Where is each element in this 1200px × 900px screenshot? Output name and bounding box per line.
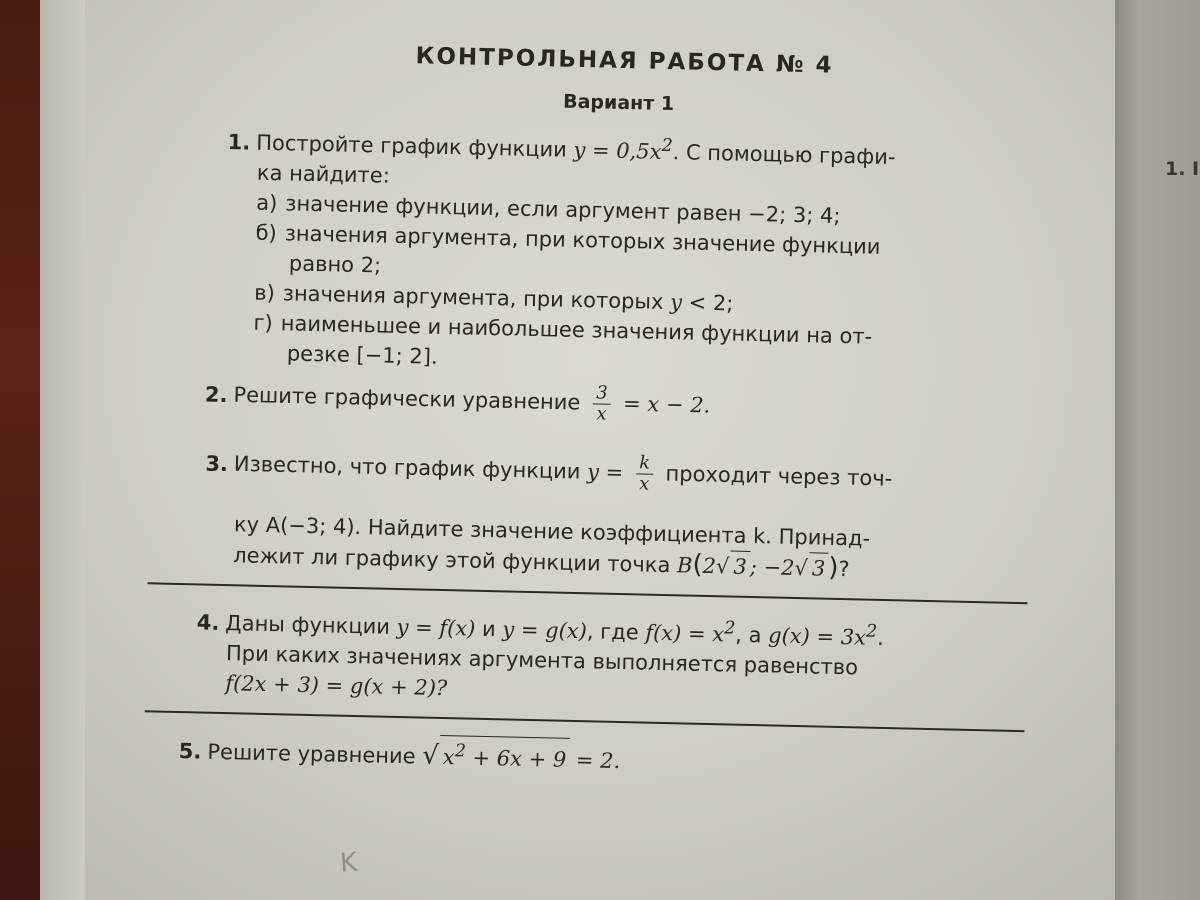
coordinate-separator: ; −2 [749,554,795,580]
coefficient: 2 [702,553,717,579]
radicand: 3 [809,552,829,583]
task-number: 2. [204,382,228,407]
task-5: 5. Решите уравнение √ $x^2 + 6x + 9 = 2$. [178,729,1029,785]
variant-heading: Вариант 1 [562,90,675,116]
facing-page [1115,0,1200,900]
subtask-text: значения аргумента, при которых значение функции [284,221,881,259]
task-number: 1. [227,129,251,155]
task-text: Постройте график функции [255,130,574,162]
subtask-text-continued: резке [−1; 2]. [286,341,438,369]
exponent: 2 [661,135,674,157]
task-text: . С помощью графи- [672,140,896,170]
task-2 [204,375,1037,435]
formula: = 2. [568,747,621,774]
formula: y [669,290,683,315]
radicand [439,735,569,775]
task-text-continued: При каких значениях аргумента выполняется равенство [225,641,859,680]
section-divider [145,710,1025,732]
section-divider [148,582,1028,604]
task-3 [203,444,1036,589]
subtask-letter: б) [255,220,278,246]
exponent: 2 [454,741,467,762]
task-text: ? [838,556,850,582]
formula: g(x) = 3x [767,623,867,650]
task-4 [195,601,1032,716]
subtask-text: значение функции, если аргумент равен −2; 3; 4; [285,191,841,228]
subtask-letter: г) [253,310,274,336]
fraction [593,383,611,424]
subtask-letter: в) [253,280,276,306]
fraction-numerator: k [636,453,653,474]
point-label: B [676,553,693,578]
task-text: Даны функции [225,611,397,639]
subtask-text: наименьшее и наибольшее значения функции на от- [280,311,873,349]
pencil-note: K [338,847,359,879]
page-title: КОНТРОЛЬНАЯ РАБОТА № 4 [415,43,834,79]
task-text-continued: ку A(−3; 4). Найдите значение коэффициента k. Принад- [233,512,871,551]
formula: = x − 2. [622,391,711,418]
radicand: 3 [730,551,750,582]
radicand-term: x [442,745,455,770]
subtask-text-continued: равно 2; [288,251,382,278]
task-text: лежит ли графику этой функции точка [233,543,678,578]
task-text: Решите графически уравнение [233,382,581,415]
task-1 [223,121,1043,385]
task-number: 5. [178,739,202,764]
fraction-denominator: x [596,403,607,425]
radicand-term: + 6x + 9 [465,745,567,772]
task-number: 3. [205,451,229,476]
subtask-letter: а) [256,190,278,216]
facing-page-task-number: 1. I [1165,158,1200,180]
formula: y = [586,459,624,485]
task-text: Известно, что график функции [233,451,581,484]
task-number: 4. [196,610,220,635]
formula: y = f(x) [396,614,476,641]
task-text: и [475,616,503,642]
formula: y = g(x) [502,617,588,644]
task-text-continued: лежит ли графику этой функции точка B(2√ 3 ; −2√ 3)? [233,543,850,583]
formula: f(x) = x [645,620,725,647]
task-text: проходит через точ- [665,461,893,491]
formula: f(2x + 3) = g(x + 2)? [225,671,448,701]
fraction-numerator: 3 [593,383,611,404]
task-text-continued: ка найдите: [256,160,391,188]
exponent: 2 [865,621,878,642]
exponent: 2 [724,618,736,639]
test-sheet [168,38,1044,785]
formula: y = 0,5x [573,137,662,164]
task-text: , а [734,622,769,648]
subtask-text: значения аргумента, при которых [282,281,671,315]
task-text: , где [586,619,646,645]
fraction [635,453,653,494]
task-text: Решите уравнение [207,739,423,769]
task-text: . [876,625,885,651]
fraction-denominator: x [638,473,650,495]
subtask-text: < 2; [681,290,734,316]
